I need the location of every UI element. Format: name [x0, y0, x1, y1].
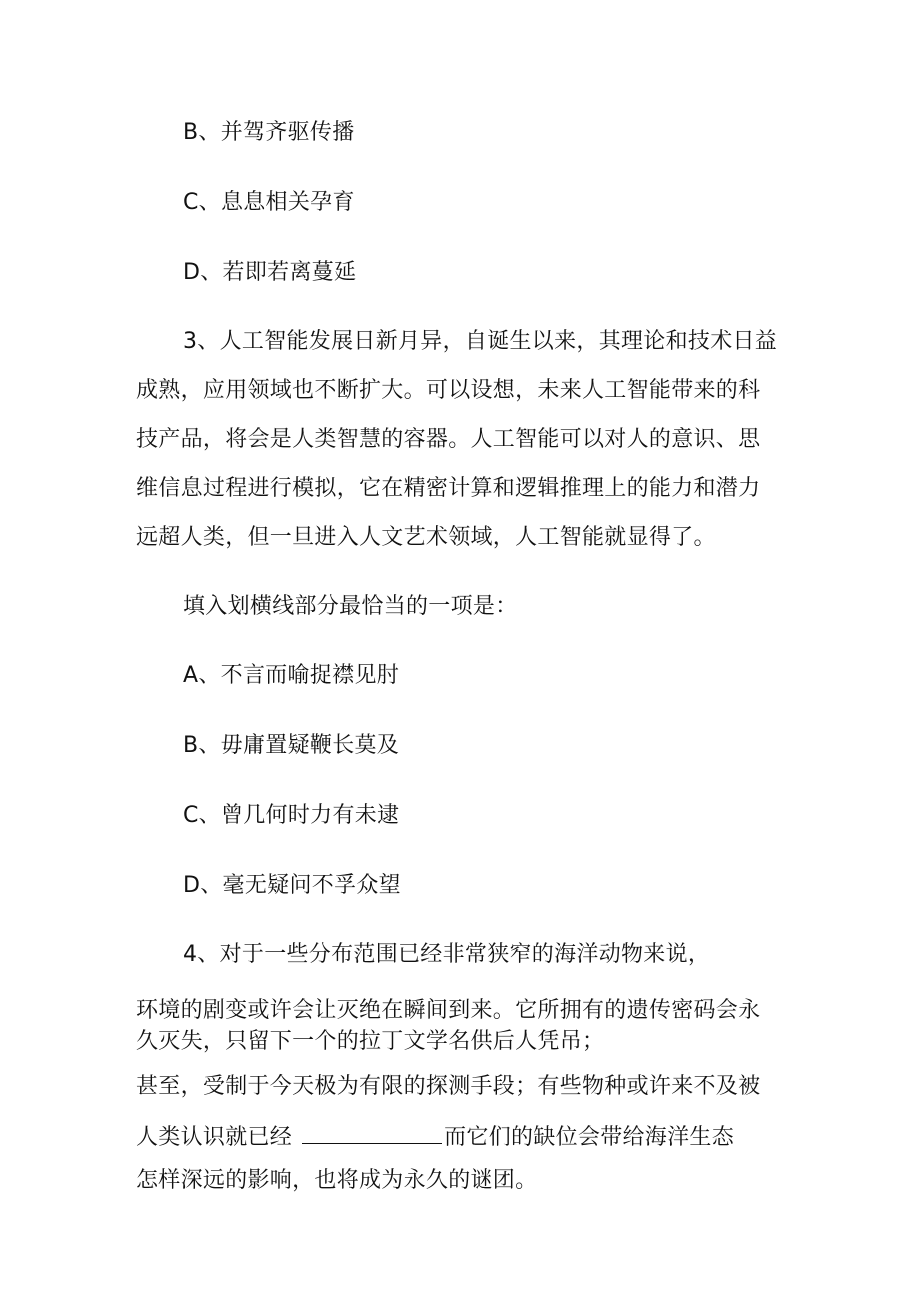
q2-option-d: D、若即若离蔓延 [183, 260, 357, 285]
q4-line5-after: 而它们的缺位会带给海洋生态 [444, 1125, 735, 1150]
q3-stem-line-5: 远超人类，但一旦进入人文艺术领域，人工智能就显得了。 [136, 525, 716, 550]
q3-stem-line-4: 维信息过程进行模拟，它在精密计算和逻辑推理上的能力和潜力 [136, 476, 761, 501]
q3-option-c: C、曾几何时力有未逮 [183, 803, 400, 828]
q3-stem-line-1: 3、人工智能发展日新月异，自诞生以来，其理论和技术日益 [183, 329, 778, 354]
q3-stem-line-2: 成熟，应用领域也不断扩大。可以设想，未来人工智能带来的科 [136, 378, 761, 403]
q4-stem-line-4: 甚至，受制于今天极为有限的探测手段；有些物种或许来不及被 [136, 1074, 761, 1099]
q3-stem-line-3: 技产品，将会是人类智慧的容器。人工智能可以对人的意识、思 [136, 427, 761, 452]
q4-stem-line-2: 环境的剧变或许会让灭绝在瞬间到来。它所拥有的遗传密码会永 [136, 998, 761, 1023]
q2-option-b: B、并驾齐驱传播 [183, 120, 355, 145]
q4-line5-before: 人类认识就已经 [136, 1125, 293, 1150]
q3-option-a: A、不言而喻捉襟见肘 [183, 663, 400, 688]
q3-prompt: 填入划横线部分最恰当的一项是： [183, 594, 518, 619]
q4-stem-line-5 [136, 1121, 734, 1153]
fill-in-blank [302, 1121, 442, 1144]
q4-stem-line-3: 久灭失，只留下一个的拉丁文学名供后人凭吊； [136, 1029, 605, 1054]
q4-stem-line-6: 怎样深远的影响，也将成为永久的谜团。 [136, 1168, 538, 1193]
q3-option-b: B、毋庸置疑鞭长莫及 [183, 733, 400, 758]
q4-stem-line-1: 4、对于一些分布范围已经非常狭窄的海洋动物来说， [183, 942, 711, 967]
q3-option-d: D、毫无疑问不孚众望 [183, 873, 401, 898]
q2-option-c: C、息息相关孕育 [183, 190, 355, 215]
